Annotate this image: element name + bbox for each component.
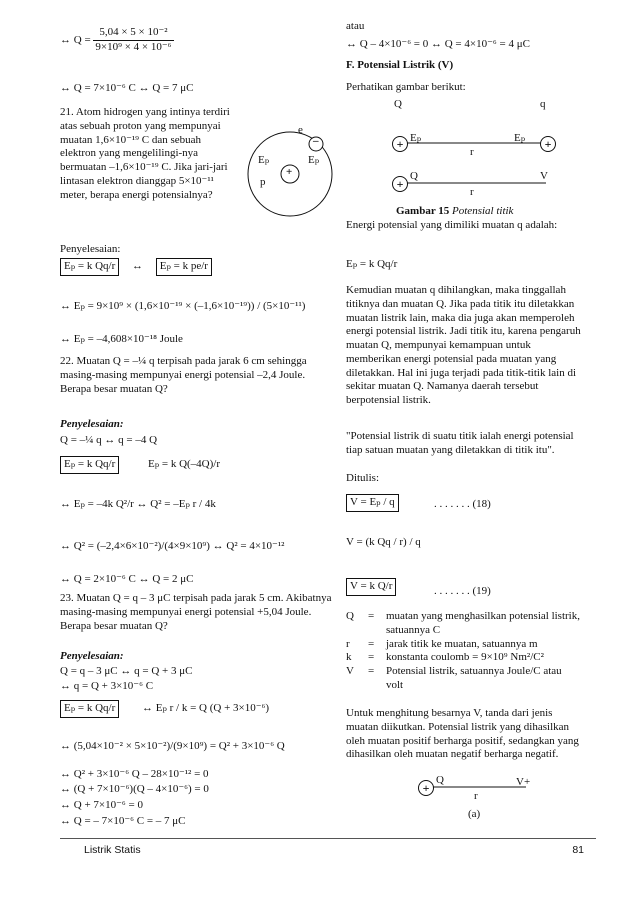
charge-Q-label: Q bbox=[394, 98, 402, 110]
paragraph: Kemudian muatan q dihilangkan, maka tinggallah titiknya dan muatan Q. Jika pada titik itu diletakkan muatan listrik lain, maka dia juga akan memperoleh energi potensial listrik. Jadi titik itu, karena pengaruh muatan Q, mempunyai kemampuan untuk memberikan energi potensial pada muatan yang diletakkan. Hal ini juga terjadi pada titik-titik lain di sekitar muatan Q. Namanya daerah tersebut berpotensial listrik. bbox=[346, 284, 581, 406]
eq-line: ↔ Eₚ = –4k Q²/r ↔ Q² = –Eₚ r / 4k bbox=[60, 498, 216, 510]
def-symbol: Q bbox=[346, 610, 354, 622]
eq-box-row bbox=[60, 700, 269, 718]
boxed-formula: Eₚ = k Qq/r bbox=[60, 456, 119, 474]
eq-line: ↔ q = Q + 3×10⁻⁶ C bbox=[60, 680, 154, 692]
figure-label: (a) bbox=[468, 808, 481, 820]
equation-number: . . . . . . . (18) bbox=[434, 498, 491, 510]
equation-number: . . . . . . . (19) bbox=[434, 585, 491, 597]
footer-title: Listrik Statis bbox=[84, 844, 141, 856]
formula: ↔ Eₚ r / k = Q (Q + 3×10⁻⁶) bbox=[142, 702, 270, 714]
section-heading: F. Potensial Listrik (V) bbox=[346, 59, 454, 71]
eq19-row bbox=[346, 578, 396, 596]
solution-label: Penyelesaian: bbox=[60, 650, 124, 662]
def-text: Potensial listrik, satuannya Joule/C atau volt bbox=[386, 665, 562, 691]
eq18-row bbox=[346, 494, 399, 512]
caption-number: Gambar 15 bbox=[396, 205, 450, 217]
figure-15 bbox=[386, 98, 566, 202]
eq-lhs: ↔ Q = bbox=[60, 33, 91, 46]
eq-line: Q = q – 3 μC ↔ q = Q + 3 μC bbox=[60, 665, 193, 677]
paragraph: Untuk menghitung besarnya V, tanda dari jenis muatan diikutkan. Potensial listrik yang dihasilkan oleh muatan positif berharga positif, sedangkan yang dihasilkan oleh muatan negatif berharga negatif. bbox=[346, 707, 579, 761]
ep-label-left: Eₚ bbox=[258, 154, 270, 166]
distance-label: r bbox=[474, 790, 478, 802]
def-symbol: V bbox=[346, 665, 354, 677]
eq-box-row: Eₚ = k Qq/r ↔ Eₚ = k pe/r bbox=[60, 258, 212, 276]
def-symbol: r bbox=[346, 637, 350, 650]
boxed-formula: Eₚ = k Qq/r bbox=[60, 258, 119, 276]
ep-label-right: Eₚ bbox=[514, 132, 526, 144]
plus-icon: + bbox=[392, 176, 408, 192]
eq-line: ↔ Q² + 3×10⁻⁶ Q – 28×10⁻¹² = 0 bbox=[60, 768, 209, 780]
footer-rule bbox=[60, 838, 596, 839]
problem-22: 22. Muatan Q = –¼ q terpisah pada jarak 6 cm sehingga masing-masing mempunyai energi potensial –2,4 Joule. Berapa besar muatan Q? bbox=[60, 355, 307, 395]
boxed-formula: V = Eₚ / q bbox=[346, 494, 399, 512]
definition-row: k = konstanta coulomb = 9×10⁹ Nm²/C² bbox=[346, 651, 581, 665]
denominator: 9×10⁹ × 4 × 10⁻⁶ bbox=[95, 40, 172, 53]
plus-icon: + bbox=[286, 166, 293, 178]
distance-label: r bbox=[470, 146, 474, 158]
problem-23: 23. Muatan Q = q – 3 μC terpisah pada jarak 5 cm. Akibatnya masing-masing mempunyai energi potensial +5,04 Joule. Berapa besar muatan Q? bbox=[60, 592, 332, 632]
charge-Q-label: Q bbox=[436, 774, 444, 786]
solution-label: Penyelesaian: bbox=[60, 418, 124, 430]
boxed-formula: V = k Q/r bbox=[346, 578, 396, 596]
formula: Eₚ = k Qq/r bbox=[346, 258, 398, 270]
solution-label: Penyelesaian: bbox=[60, 243, 121, 255]
eq-line: ↔ Eₚ = 9×10⁹ × (1,6×10⁻¹⁹ × (–1,6×10⁻¹⁹)) / (5×10⁻¹¹) bbox=[60, 300, 306, 312]
eq-line: ↔ (Q + 7×10⁻⁶)(Q – 4×10⁻⁶) = 0 bbox=[60, 783, 209, 795]
formula: V = (k Qq / r) / q bbox=[346, 536, 421, 548]
eq-line: ↔ Q² = (–2,4×6×10⁻²)/(4×9×10⁹) ↔ Q² = 4×10⁻¹² bbox=[60, 540, 285, 552]
def-text: jarak titik ke muatan, satuannya m bbox=[386, 637, 538, 650]
definition-row: Q = muatan yang menghasilkan potensial listrik, satuannya C bbox=[346, 610, 580, 636]
eq-line: ↔ Q = 7×10⁻⁶ C ↔ Q = 7 μC bbox=[60, 82, 194, 94]
figure-caption bbox=[396, 205, 513, 219]
boxed-formula: Eₚ = k pe/r bbox=[156, 258, 212, 276]
eq-line: ↔ (5,04×10⁻² × 5×10⁻²)/(9×10⁹) = Q² + 3×10⁻⁶ Q bbox=[60, 740, 285, 752]
intro-text: Perhatikan gambar berikut: bbox=[346, 81, 466, 93]
symbol-definitions bbox=[346, 610, 581, 693]
definition-row: V = Potensial listrik, satuannya Joule/C atau volt bbox=[346, 665, 581, 693]
point-V-label: V+ bbox=[516, 776, 531, 788]
distance-label: r bbox=[470, 186, 474, 198]
boxed-formula: Eₚ = k Qq/r bbox=[60, 700, 119, 718]
fraction bbox=[93, 26, 173, 55]
numerator: 5,04 × 5 × 10⁻² bbox=[93, 26, 173, 41]
def-symbol: k bbox=[346, 651, 352, 664]
eq-q-fraction bbox=[60, 26, 174, 55]
figure-lines bbox=[386, 98, 566, 202]
atom-figure bbox=[246, 118, 334, 224]
minus-icon: – bbox=[313, 135, 319, 147]
eq-box-row bbox=[60, 456, 220, 474]
eq-line: ↔ Q = 2×10⁻⁶ C ↔ Q = 2 μC bbox=[60, 573, 194, 585]
plus-icon: + bbox=[418, 780, 434, 796]
page-footer bbox=[84, 844, 584, 857]
charge-Q-label: Q bbox=[410, 170, 418, 182]
plus-icon: + bbox=[392, 136, 408, 152]
eq-line: ↔ Q – 4×10⁻⁶ = 0 ↔ Q = 4×10⁻⁶ = 4 μC bbox=[346, 38, 530, 50]
formula: Eₚ = k Q(–4Q)/r bbox=[148, 458, 221, 470]
point-V-label: V bbox=[540, 170, 548, 182]
caption-title: Potensial titik bbox=[452, 205, 514, 217]
charge-q-label: q bbox=[540, 98, 546, 110]
figure-a bbox=[416, 772, 546, 822]
paragraph: Energi potensial yang dimiliki muatan q adalah: bbox=[346, 219, 558, 231]
definition-row: r = jarak titik ke muatan, satuannya m bbox=[346, 638, 581, 652]
text-atau: atau bbox=[346, 20, 365, 32]
ep-label-right: Eₚ bbox=[308, 154, 320, 166]
ep-label-left: Eₚ bbox=[410, 132, 422, 144]
eq-line: Q = –¼ q ↔ q = –4 Q bbox=[60, 434, 158, 446]
electron-label: e bbox=[298, 124, 303, 136]
plus-icon: + bbox=[540, 136, 556, 152]
page-number: 81 bbox=[572, 844, 584, 856]
def-text: konstanta coulomb = 9×10⁹ Nm²/C² bbox=[386, 651, 544, 664]
definition-quote: "Potensial listrik di suatu titik ialah energi potensial tiap satuan muatan yang diletakkan di titik itu". bbox=[346, 430, 574, 456]
text-ditulis: Ditulis: bbox=[346, 472, 380, 484]
proton-label: p bbox=[260, 176, 266, 188]
def-text: muatan yang menghasilkan potensial listrik, satuannya C bbox=[386, 610, 580, 636]
problem-21: 21. Atom hidrogen yang intinya terdiri atas sebuah proton yang mempunyai muatan 1,6×10⁻¹⁹ C dan sebuah elektron yang mengelilingi-nya bermuatan –1,6×10⁻¹⁹ C. Jika jari-jari lintasan elektron dianggap 5×10⁻¹¹ meter, berapa energi potensialnya? bbox=[60, 106, 230, 201]
eq-line: ↔ Eₚ = –4,608×10⁻¹⁸ Joule bbox=[60, 333, 183, 345]
eq-line: ↔ Q = – 7×10⁻⁶ C = – 7 μC bbox=[60, 815, 186, 827]
eq-line: ↔ Q + 7×10⁻⁶ = 0 bbox=[60, 799, 143, 811]
